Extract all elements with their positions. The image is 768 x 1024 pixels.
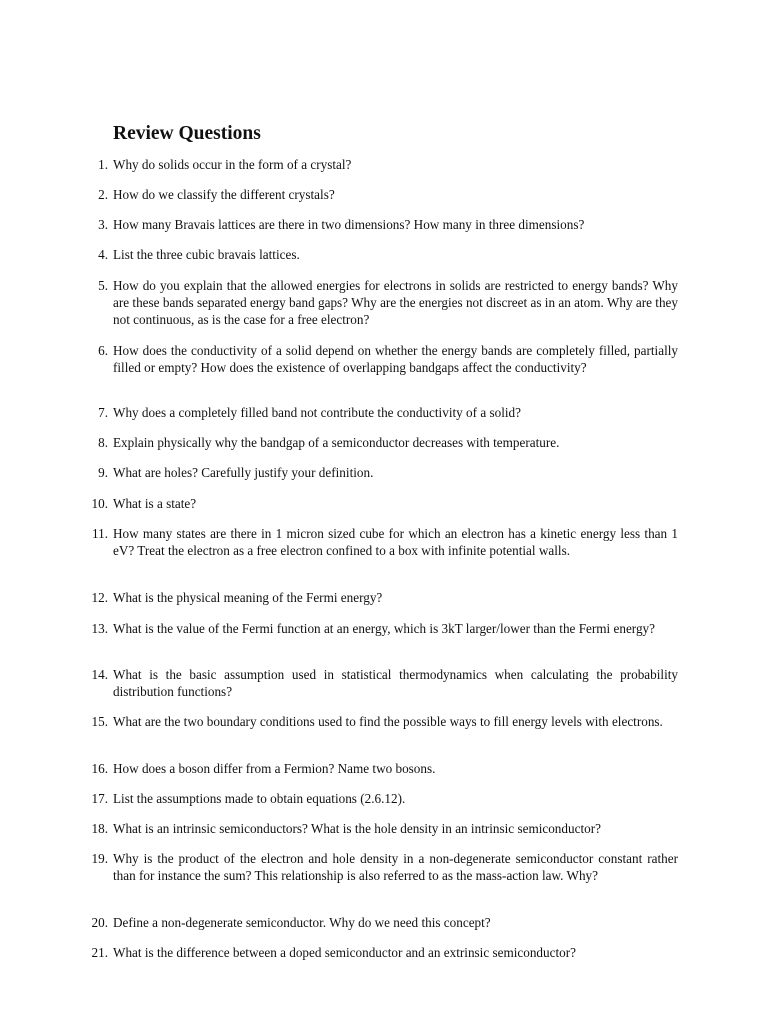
question-number: 21. (91, 945, 108, 960)
question-item (80, 186, 678, 203)
question-item (80, 464, 678, 481)
question-item (80, 216, 678, 233)
question-text: What is the basic assumption used in statistical thermodynamics when calculating the probability distribution functions? (113, 667, 678, 699)
question-item (80, 944, 678, 961)
question-text: How many Bravais lattices are there in two dimensions? How many in three dimensions? (113, 217, 585, 232)
question-item (80, 620, 678, 637)
question-number: 7. (98, 405, 108, 420)
question-item (80, 342, 678, 376)
question-text: How does the conductivity of a solid depend on whether the energy bands are completely filled, partially filled or empty? How does the existence of overlapping bandgaps affect the conductivity? (113, 343, 678, 375)
question-text: Why does a completely filled band not contribute the conductivity of a solid? (113, 405, 521, 420)
question-number: 15. (91, 714, 108, 729)
question-item (80, 713, 678, 730)
question-item (80, 246, 678, 263)
question-number: 3. (98, 217, 108, 232)
question-item (80, 850, 678, 884)
question-text: What is a state? (113, 496, 197, 511)
question-text: What are holes? Carefully justify your definition. (113, 465, 374, 480)
question-text: Explain physically why the bandgap of a semiconductor decreases with temperature. (113, 435, 560, 450)
question-item (80, 589, 678, 606)
question-number: 10. (91, 496, 108, 511)
question-item (80, 404, 678, 421)
question-number: 13. (91, 621, 108, 636)
question-text: List the assumptions made to obtain equations (2.6.12). (113, 791, 406, 806)
question-text: What is the physical meaning of the Fermi energy? (113, 590, 383, 605)
question-text: How many states are there in 1 micron sized cube for which an electron has a kinetic energy less than 1 eV? Treat the electron as a free electron confined to a box with infinite potential walls. (113, 526, 678, 558)
page-title: Review Questions (113, 123, 261, 144)
question-number: 9. (98, 465, 108, 480)
question-item (80, 666, 678, 700)
question-text: What is the difference between a doped semiconductor and an extrinsic semiconductor? (113, 945, 576, 960)
question-number: 16. (91, 761, 108, 776)
question-number: 18. (91, 821, 108, 836)
question-text: How does a boson differ from a Fermion? Name two bosons. (113, 761, 436, 776)
question-number: 14. (91, 667, 108, 682)
question-item (80, 820, 678, 837)
question-text: What is an intrinsic semiconductors? What is the hole density in an intrinsic semiconductor? (113, 821, 601, 836)
question-text: What is the value of the Fermi function at an energy, which is 3kT larger/lower than the Fermi energy? (113, 621, 655, 636)
question-item (80, 434, 678, 451)
question-number: 5. (98, 278, 108, 293)
question-text: How do you explain that the allowed energies for electrons in solids are restricted to energy bands? Why are these bands separated energy band gaps? Why are the energies not discreet as in an atom. Why are they not continuous, as is the case for a free electron? (113, 278, 678, 327)
question-number: 6. (98, 343, 108, 358)
question-number: 4. (98, 247, 108, 262)
question-text: Why do solids occur in the form of a crystal? (113, 157, 352, 172)
question-text: Why is the product of the electron and hole density in a non-degenerate semiconductor constant rather than for instance the sum? This relationship is also referred to as the mass-action law. Why? (113, 851, 678, 883)
question-number: 2. (98, 187, 108, 202)
question-number: 1. (98, 157, 108, 172)
question-number: 8. (98, 435, 108, 450)
question-number: 19. (91, 851, 108, 866)
question-item (80, 525, 678, 559)
question-text: What are the two boundary conditions used to find the possible ways to fill energy levels with electrons. (113, 714, 663, 729)
question-text: How do we classify the different crystals? (113, 187, 335, 202)
question-text: List the three cubic bravais lattices. (113, 247, 300, 262)
question-item (80, 495, 678, 512)
question-item (80, 156, 678, 173)
question-item (80, 277, 678, 328)
question-number: 11. (92, 526, 108, 541)
question-number: 12. (91, 590, 108, 605)
question-item (80, 760, 678, 777)
question-text: Define a non-degenerate semiconductor. Why do we need this concept? (113, 915, 491, 930)
question-number: 17. (91, 791, 108, 806)
question-item (80, 790, 678, 807)
question-item (80, 914, 678, 931)
question-number: 20. (91, 915, 108, 930)
